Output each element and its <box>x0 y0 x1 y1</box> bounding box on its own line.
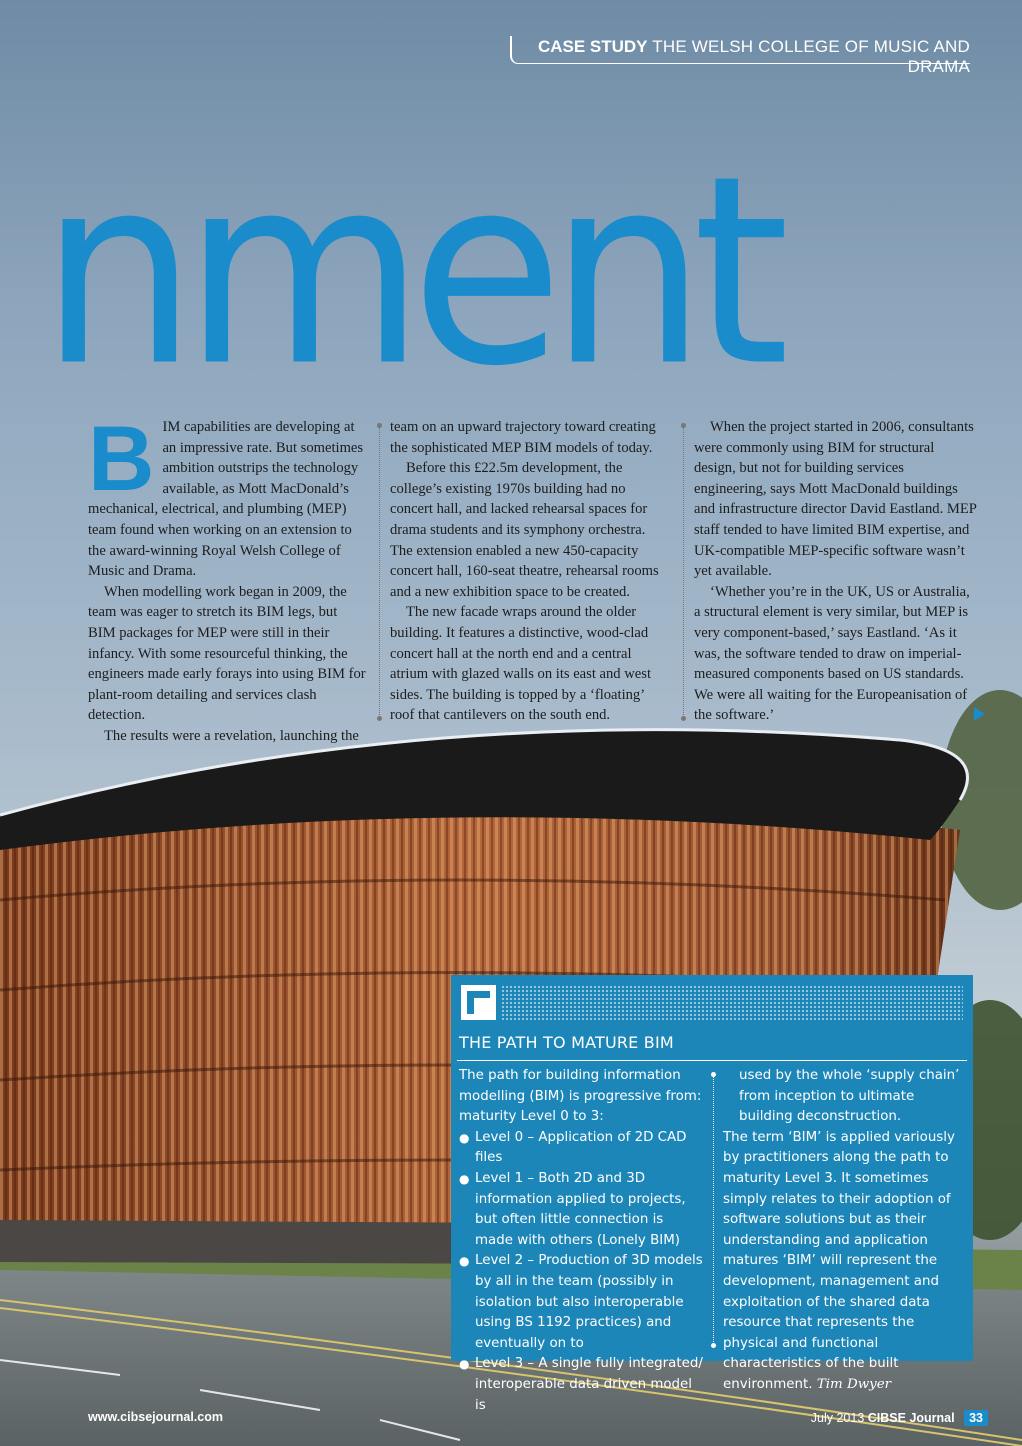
list-item: ● Level 1 – Both 2D and 3D information applied to projects, but often little connection is made with others (Lonely BIM) <box>459 1169 704 1251</box>
author-byline: Tim Dwyer <box>816 1376 892 1392</box>
list-item: ● Level 0 – Application of 2D CAD files <box>459 1128 704 1169</box>
sidebar-closing: The term ‘BIM’ is applied variously by practitioners along the path to maturity Level 3. It sometimes simply relates to their adoption of software solutions but as their understanding and application matures ‘BIM’ will represent the development, management and exploitation of the shared data resource that represents the physical and functional characteristics of the built environment. Tim Dwyer <box>723 1129 955 1392</box>
article-column-3 <box>694 417 979 726</box>
paragraph: When the project started in 2006, consultants were commonly using BIM for structural design, but not for building services engineering, says Mott MacDonald buildings and infrastructure director David Eastland. MEP staff tended to have limited BIM expertise, and UK-compatible MEP-specific software wasn’t yet available. <box>694 419 977 580</box>
paragraph: The new facade wraps around the older building. It features a distinctive, wood-clad concert hall at the north end and a central atrium with glazed walls on its east and west sides. The building is topped by a ‘floating’ roof that cantilevers on the south end. <box>390 604 652 724</box>
paragraph: ‘Whether you’re in the UK, US or Australia, a structural element is very similar, but MEP is very component-based,’ says Eastland. ‘As it was, the software tended to draw on imperial-measured components based on US standards. We were all waiting for the Europeanisation of the software.’ <box>694 583 970 724</box>
article-column-1 <box>88 408 368 747</box>
list-continuation: used by the whole ‘supply chain’ from inception to ultimate building deconstruction. <box>739 1068 960 1125</box>
list-item: ● Level 3 – A single fully integrated/ interoperable data driven model is <box>459 1354 704 1416</box>
header-title: THE WELSH COLLEGE OF MUSIC AND DRAMA <box>652 37 970 76</box>
sidebar-box <box>451 975 973 1413</box>
footer-website: www.cibsejournal.com <box>88 1410 223 1424</box>
sidebar-title: THE PATH TO MATURE BIM <box>459 1033 674 1052</box>
maturity-list <box>459 1128 704 1416</box>
paragraph: When modelling work began in 2009, the team was eager to stretch its BIM legs, but BIM packages for MEP were still in their infancy. With some resourceful thinking, the engineers made early forays into using BIM for plant-room detailing and services clash detection. <box>88 583 366 724</box>
drop-cap: B <box>88 408 155 510</box>
corner-logo-icon <box>461 985 496 1020</box>
sidebar-intro: The path for building information modelling (BIM) is progressive from: maturity Level 0 to 3: <box>459 1068 702 1125</box>
paragraph: The results were a revelation, launching the <box>104 727 359 744</box>
article-column-2 <box>390 417 670 726</box>
paragraph: IM capabilities are developing at an impressive rate. But sometimes ambition outstrips the technology available, as Mott MacDonald’s mechanical, electrical, and plumbing (MEP) team found when working on an extension to the award-winning Royal Welsh College of Music and Drama. <box>88 419 364 580</box>
page-number: 33 <box>964 1410 988 1426</box>
sidebar-column-1 <box>459 1066 704 1416</box>
section-label: CASE STUDY <box>537 37 648 56</box>
paragraph: team on an upward trajectory toward creating the sophisticated MEP BIM models of today. <box>390 419 656 456</box>
paragraph: Before this £22.5m development, the college’s existing 1970s building had no concert hall, and lacked rehearsal spaces for drama students and its symphony orchestra. The extension enabled a new 450-capacity concert hall, 160-seat theatre, rehearsal rooms and a new exhibition space to be created. <box>390 460 659 600</box>
footer-issue: July 2013 CIBSE Journal 33 <box>811 1410 988 1426</box>
title-divider <box>457 1060 967 1061</box>
continue-arrow-icon <box>974 707 985 721</box>
running-header <box>510 36 970 76</box>
column-rule <box>683 425 685 719</box>
list-item: ● Level 2 – Production of 3D models by all in the team (possibly in isolation but also interoperable using BS 1192 practices) and eventually on to <box>459 1251 704 1354</box>
sidebar-column-2 <box>723 1066 968 1396</box>
headline-fragment: nment <box>40 121 776 424</box>
sidebar-column-rule <box>713 1074 715 1346</box>
dot-pattern <box>501 985 963 1020</box>
column-rule <box>379 425 381 719</box>
